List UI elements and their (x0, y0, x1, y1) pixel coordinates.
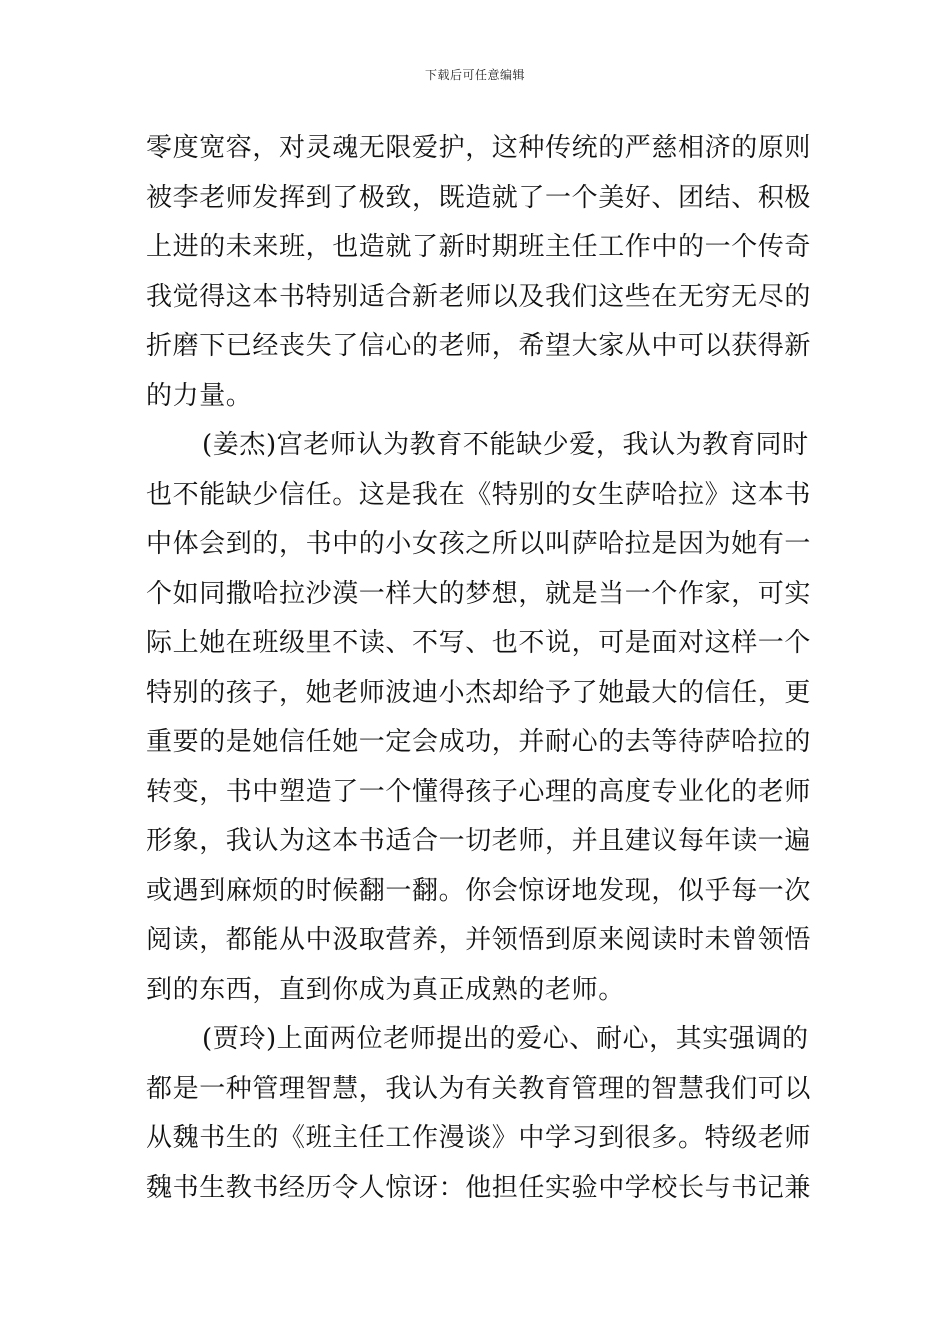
body-text (146, 124, 810, 1213)
text-line: 际上她在班级里不读、不写、也不说，可是面对这样一个 (146, 628, 812, 658)
text-line: 形象，我认为这本书适合一切老师，并且建议每年读一遍 (146, 826, 812, 856)
text-line: 中体会到的，书中的小女孩之所以叫萨哈拉是因为她有一 (146, 529, 812, 559)
text-line: 我觉得这本书特别适合新老师以及我们这些在无穷无尽的 (146, 281, 812, 312)
text-line: 魏书生教书经历令人惊讶：他担任实验中学校长与书记兼 (146, 1172, 812, 1203)
text-line: 都是一种管理智慧，我认为有关教育管理的智慧我们可以 (146, 1073, 812, 1104)
text-line: 零度宽容，对灵魂无限爱护，这种传统的严慈相济的原则 (146, 133, 812, 163)
text-line: 特别的孩子，她老师波迪小杰却给予了她最大的信任，更 (146, 677, 812, 708)
text-line: 或遇到麻烦的时候翻一翻。你会惊讶地发现，似乎每一次 (146, 875, 812, 906)
text-line: 的力量。 (146, 380, 253, 411)
text-line: 上进的未来班，也造就了新时期班主任工作中的一个传奇 (146, 232, 812, 262)
text-line: 转变，书中塑造了一个懂得孩子心理的高度专业化的老师 (146, 776, 812, 807)
page-header: 下载后可任意编辑 (424, 68, 525, 82)
text-line: 折磨下已经丧失了信心的老师，希望大家从中可以获得新 (146, 331, 812, 361)
paragraph-start-line: (贾玲)上面两位老师提出的爱心、耐心，其实强调的 (202, 1024, 809, 1054)
text-line: 重要的是她信任她一定会成功，并耐心的去等待萨哈拉的 (146, 727, 812, 757)
text-line: 个如同撒哈拉沙漠一样大的梦想，就是当一个作家，可实 (146, 578, 812, 609)
text-line: 被李老师发挥到了极致，既造就了一个美好、团结、积极 (146, 182, 812, 213)
text-line: 阅读，都能从中汲取营养，并领悟到原来阅读时未曾领悟 (146, 925, 812, 955)
text-line: 到的东西，直到你成为真正成熟的老师。 (146, 974, 625, 1005)
text-line: 从魏书生的《班主任工作漫谈》中学习到很多。特级老师 (146, 1123, 812, 1153)
text-line: 也不能缺少信任。这是我在《特别的女生萨哈拉》这本书 (146, 479, 812, 510)
paragraph-start-line: (姜杰)宫老师认为教育不能缺少爱，我认为教育同时 (202, 430, 809, 460)
